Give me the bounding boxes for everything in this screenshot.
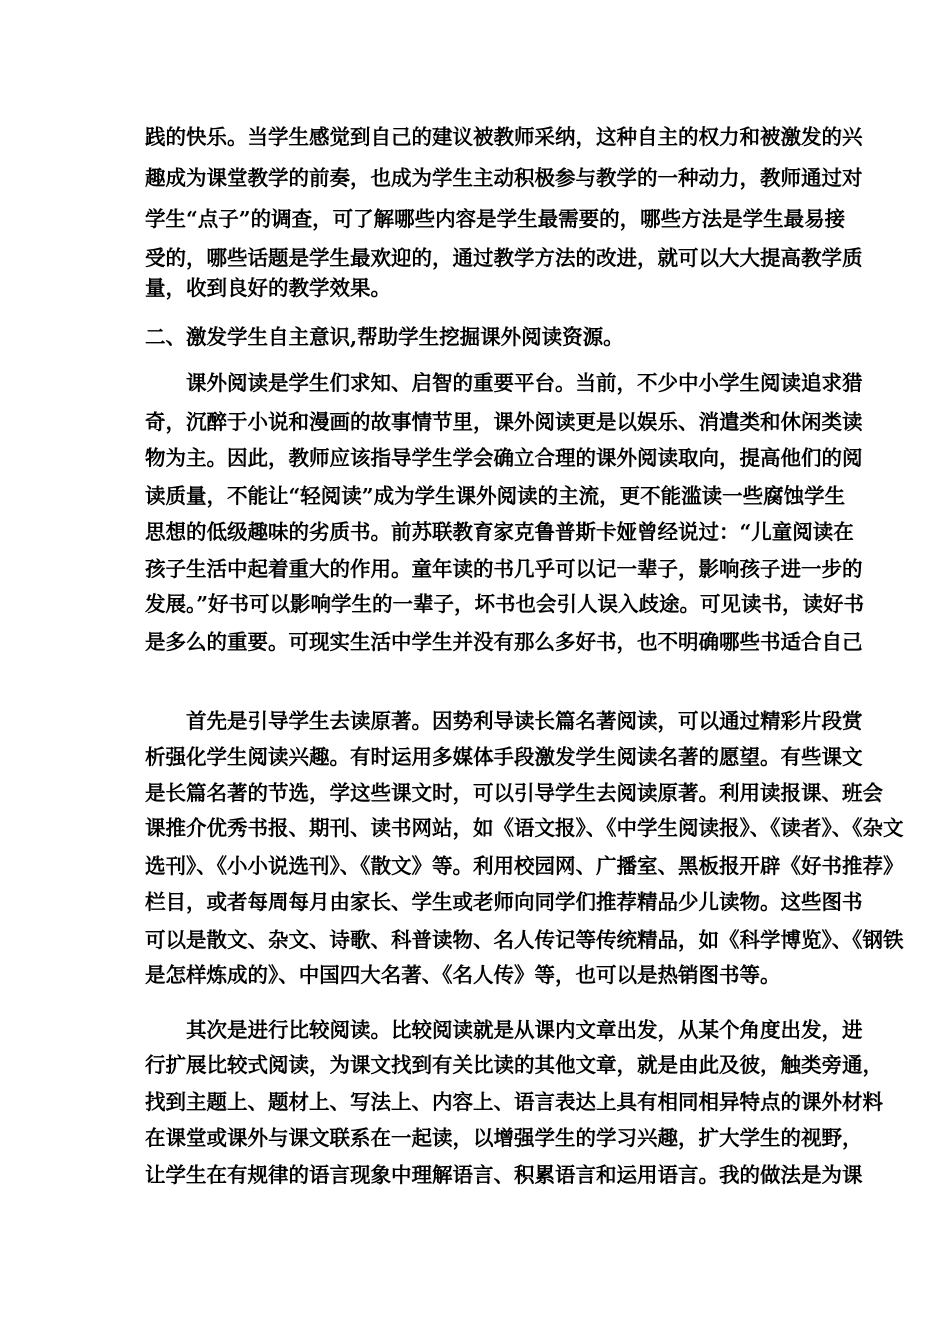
paragraph-line: 孩子生活中起着重大的作用。童年读的书几乎可以记一辈子，影响孩子进一步的 [145, 557, 863, 581]
paragraph-line: 在课堂或课外与课文联系在一起读，以增强学生的学习兴趣，扩大学生的视野， [145, 1126, 863, 1150]
paragraph-line: 是多么的重要。可现实生活中学生并没有那么多好书，也不明确哪些书适合自己 [145, 630, 863, 654]
paragraph-line: 找到主题上、题材上、写法上、内容上、语言表达上具有相同相异特点的课外材料 [145, 1090, 883, 1114]
paragraph-line: 析强化学生阅读兴趣。有时运用多媒体手段激发学生阅读名著的愿望。有些课文 [145, 745, 863, 769]
paragraph-line: 行扩展比较式阅读，为课文找到有关比读的其他文章，就是由此及彼，触类旁通， [145, 1053, 883, 1077]
paragraph-line: 受的，哪些话题是学生最欢迎的，通过教学方法的改进，就可以大大提高教学质 [145, 246, 863, 270]
paragraph-line: 栏目，或者每周每月由家长、学生或老师向同学们推荐精品少儿读物。这些图书 [145, 890, 863, 914]
section-heading: 二、激发学生自主意识,帮助学生挖掘课外阅读资源。 [145, 325, 624, 349]
paragraph-line: 发展。”好书可以影响学生的一辈子，坏书也会引人误入歧途。可见读书，读好书 [145, 592, 865, 616]
paragraph-line: 思想的低级趣味的劣质书。前苏联教育家克鲁普斯卡娅曾经说过：“儿童阅读在 [145, 520, 854, 544]
paragraph-line: 是长篇名著的节选，学这些课文时，可以引导学生去阅读原著。利用读报课、班会 [145, 781, 883, 805]
paragraph-line: 是怎样炼成的》、中国四大名著、《名人传》等，也可以是热销图书等。 [145, 963, 781, 987]
paragraph-line: 读质量，不能让“轻阅读”成为学生课外阅读的主流，更不能滥读一些腐蚀学生 [145, 484, 846, 508]
paragraph-line: 选刊》、《小小说选刊》、《散文》等。利用校园网、广播室、黑板报开辟《好书推荐》 [145, 854, 904, 878]
paragraph-line: 量，收到良好的教学效果。 [145, 276, 391, 300]
paragraph-line: 学生“点子”的调查，可了解哪些内容是学生最需要的，哪些方法是学生最易接 [145, 207, 846, 231]
paragraph-line: 趣成为课堂教学的前奏，也成为学生主动积极参与教学的一种动力，教师通过对 [145, 166, 863, 190]
paragraph-line: 可以是散文、杂文、诗歌、科普读物、名人传记等传统精品，如《科学博览》、《钢铁 [145, 928, 904, 952]
paragraph-line: 奇，沉醉于小说和漫画的故事情节里，课外阅读更是以娱乐、消遣类和休闲类读 [145, 410, 863, 434]
paragraph-line: 践的快乐。当学生感觉到自己的建议被教师采纳，这种自主的权力和被激发的兴 [145, 125, 863, 149]
paragraph-line: 其次是进行比较阅读。比较阅读就是从课内文章出发，从某个角度出发，进 [186, 1018, 863, 1042]
paragraph-line: 物为主。因此，教师应该指导学生学会确立合理的课外阅读取向，提高他们的阅 [145, 446, 863, 470]
paragraph-line: 课推介优秀书报、期刊、读书网站，如《语文报》、《中学生阅读报》、《读者》、《杂文 [145, 816, 904, 840]
paragraph-line: 让学生在有规律的语言现象中理解语言、积累语言和运用语言。我的做法是为课 [145, 1163, 863, 1187]
paragraph-line: 课外阅读是学生们求知、启智的重要平台。当前，不少中小学生阅读追求猎 [186, 371, 863, 395]
paragraph-line: 首先是引导学生去读原著。因势利导读长篇名著阅读，可以通过精彩片段赏 [186, 709, 863, 733]
